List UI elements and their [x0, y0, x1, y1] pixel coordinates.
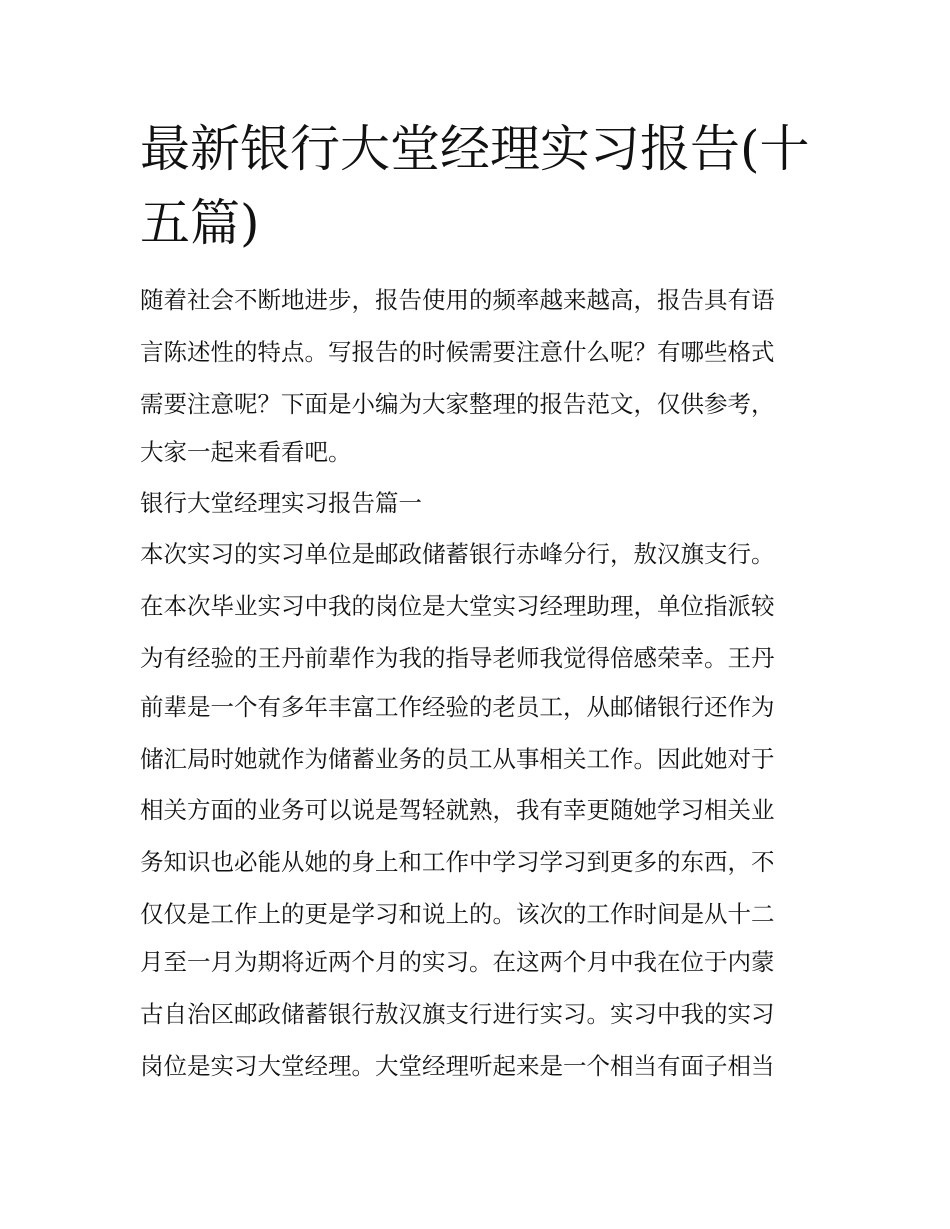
section-heading: 银行大堂经理实习报告篇一 [140, 489, 422, 517]
intro-line-1: 随着社会不断地进步，报告使用的频率越来越高，报告具有语 [140, 286, 775, 314]
body-line-4: 前辈是一个有多年丰富工作经验的老员工，从邮储银行还作为 [140, 693, 775, 721]
body-line-10: 古自治区邮政储蓄银行敖汉旗支行进行实习。实习中我的实习 [140, 1000, 775, 1028]
intro-line-2: 言陈述性的特点。写报告的时候需要注意什么呢？有哪些格式 [140, 338, 775, 366]
body-line-3: 为有经验的王丹前辈作为我的指导老师我觉得倍感荣幸。王丹 [140, 644, 775, 672]
body-line-8: 仅仅是工作上的更是学习和说上的。该次的工作时间是从十二 [140, 900, 775, 928]
intro-line-4: 大家一起来看看吧。 [140, 438, 352, 466]
body-line-11: 岗位是实习大堂经理。大堂经理听起来是一个相当有面子相当 [140, 1052, 775, 1080]
intro-line-3: 需要注意呢？下面是小编为大家整理的报告范文，仅供参考， [140, 390, 775, 418]
body-line-7: 务知识也必能从她的身上和工作中学习学习到更多的东西，不 [140, 848, 775, 876]
body-line-9: 月至一月为期将近两个月的实习。在这两个月中我在位于内蒙 [140, 948, 775, 976]
document-title: 最新银行大堂经理实习报告(十五篇) [140, 120, 810, 252]
body-line-6: 相关方面的业务可以说是驾轻就熟，我有幸更随她学习相关业 [140, 796, 775, 824]
body-line-1: 本次实习的实习单位是邮政储蓄银行赤峰分行，敖汉旗支行。 [140, 540, 775, 568]
body-line-2: 在本次毕业实习中我的岗位是大堂实习经理助理，单位指派较 [140, 592, 775, 620]
body-line-5: 储汇局时她就作为储蓄业务的员工从事相关工作。因此她对于 [140, 745, 775, 773]
